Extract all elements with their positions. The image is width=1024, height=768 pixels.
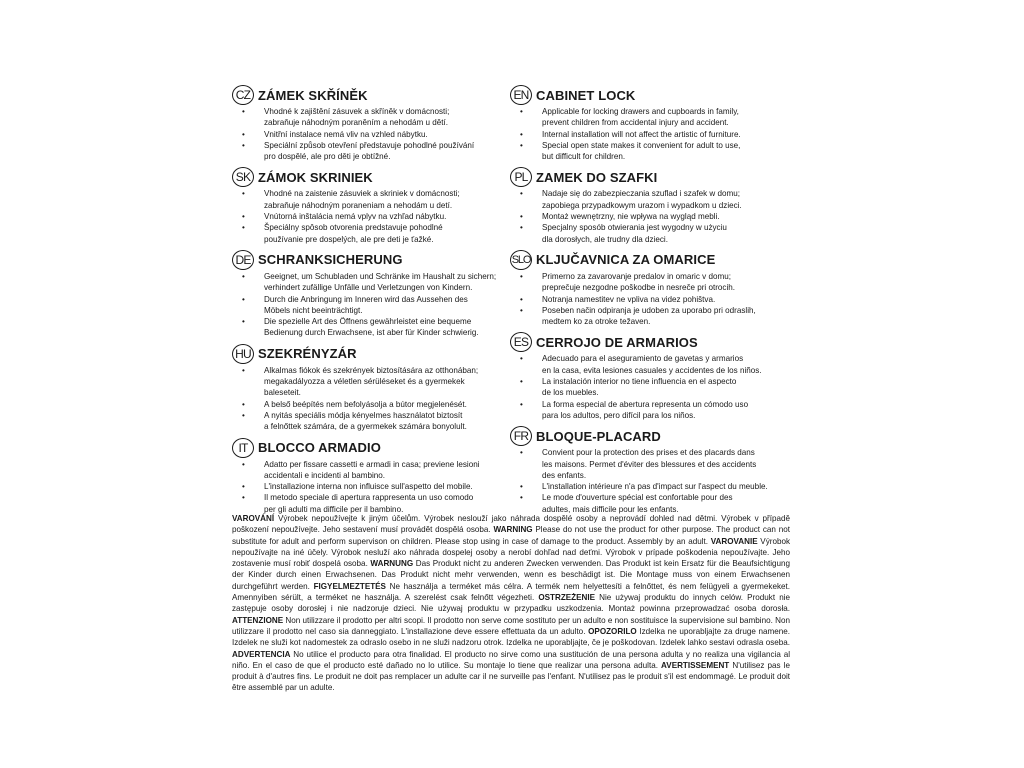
section-cz	[232, 84, 522, 162]
feature-item	[510, 271, 800, 294]
bullet-icon: •	[520, 448, 523, 458]
language-code-badge: FR	[510, 426, 532, 446]
feature-item	[232, 129, 522, 140]
bullet-icon: •	[242, 189, 245, 199]
feature-item	[510, 140, 800, 163]
feature-item	[510, 222, 800, 245]
section-header	[510, 425, 800, 447]
feature-item	[232, 211, 522, 222]
feature-list	[510, 271, 800, 327]
section-title: BLOQUE-PLACARD	[536, 428, 661, 444]
feature-item	[232, 222, 522, 245]
section-it	[232, 437, 522, 515]
section-en	[510, 84, 800, 162]
bullet-icon: •	[520, 189, 523, 199]
section-de	[232, 249, 522, 339]
language-code-badge: SK	[232, 167, 254, 187]
feature-item	[232, 365, 522, 399]
section-header	[510, 166, 800, 188]
section-hu	[232, 343, 522, 433]
feature-text: Nadaje się do zabezpieczania szuflad i szafek w domu; zapobiega przypadkowym urazom i wypadkom u dzieci.	[542, 189, 742, 210]
language-code-badge: IT	[232, 438, 254, 458]
feature-text: Geeignet, um Schubladen und Schränke im Haushalt zu sichern; verhindert zufällige Unfälle und Verletzungen von Kindern.	[264, 271, 497, 293]
bullet-icon: •	[520, 354, 523, 364]
warning-text: N'utilisez pas le produit à d'autres fins. Le produit ne doit pas remplacer un adulte car il ne surveille pas l'enfant. N'utilisez pas le produit s'il est endommagé. Le produit doit être assemblé par un adulte.	[232, 660, 790, 693]
feature-text: Vnútorná inštalácia nemá vplyv na vzhľad nábytku.	[264, 212, 447, 222]
feature-list	[510, 106, 800, 162]
feature-text: Le mode d'ouverture spécial est confortable pour des adultes, mais difficile pour les enfants.	[542, 493, 733, 514]
section-header	[232, 437, 522, 459]
feature-list	[510, 447, 800, 515]
bullet-icon: •	[242, 129, 245, 139]
warnings-paragraph	[232, 513, 790, 694]
bullet-icon: •	[242, 317, 245, 327]
feature-item	[510, 294, 800, 305]
language-code-badge: HU	[232, 344, 254, 364]
warning-text: Výrobok nepoužívajte na iné účely. Výrobok nesluží ako náhrada dospelej osoby a nerobí dohľad nad deťmi. Výrobok v prípade poškodenia nepoužívajte. Jeho zostavenie musí robiť dospelá osoba.	[232, 536, 790, 569]
section-title: BLOCCO ARMADIO	[258, 440, 381, 456]
feature-text: Il metodo speciale di apertura rappresenta un uso comodo per gli adulti ma difficile per il bambino.	[264, 493, 474, 514]
warning-label: VAROVÁNÍ	[232, 514, 275, 523]
bullet-icon: •	[520, 107, 523, 116]
warning-label: OSTRZEŻENIE	[538, 593, 596, 603]
feature-item	[232, 106, 522, 129]
feature-list	[510, 353, 800, 421]
bullet-icon: •	[520, 223, 523, 233]
language-code-badge: DE	[232, 250, 254, 270]
warning-text: Ne használja a terméket más célra. A termék nem helyettesíti a felnőttet, és nem felügyeli a gyermekeket. Amennyiben sérült, a terméket ne használja. A szerelést csak felnőtt végezheti.	[232, 581, 790, 603]
feature-item	[232, 188, 522, 211]
feature-text: Montaż wewnętrzny, nie wpływa na wygląd mebli.	[542, 212, 720, 222]
warning-label: ATTENZIONE	[232, 615, 284, 625]
feature-text: La forma especial de abertura representa un cómodo uso para los adultos, pero difícil para los niños.	[542, 399, 749, 420]
bullet-icon: •	[520, 271, 523, 281]
bullet-icon: •	[520, 305, 523, 315]
language-code-badge: EN	[510, 85, 532, 105]
left-column	[232, 84, 522, 519]
feature-item	[510, 376, 800, 399]
section-slo	[510, 249, 800, 327]
bullet-icon: •	[242, 212, 245, 222]
language-code-badge: PL	[510, 167, 532, 187]
bullet-icon: •	[242, 271, 245, 281]
section-header	[232, 84, 522, 106]
language-code-badge: ES	[510, 332, 532, 352]
bullet-icon: •	[242, 140, 245, 150]
bullet-icon: •	[242, 482, 245, 492]
bullet-icon: •	[520, 493, 523, 503]
section-title: SZEKRÉNYZÁR	[258, 346, 357, 362]
feature-item	[232, 316, 522, 339]
feature-item	[510, 211, 800, 222]
warning-label: OPOZORILO	[588, 626, 637, 636]
feature-text: Convient pour la protection des prises et des placards dans les maisons. Permet d'éviter des blessures et des accidents des enfants.	[542, 448, 757, 480]
warning-text: Please do not use the product for other purpose. The product can not substitute for adult and perform supervison on children. Please stop using in case of damage to the product. Assembly by an adult.	[232, 525, 790, 546]
section-es	[510, 331, 800, 421]
feature-list	[510, 188, 800, 244]
bullet-icon: •	[520, 482, 523, 492]
feature-text: Die spezielle Art des Öffnens gewährleistet eine bequeme Bedienung durch Erwachsene, ist aber für Kinder schwierig.	[264, 317, 479, 338]
feature-list	[232, 271, 522, 339]
section-header	[232, 249, 522, 271]
feature-list	[232, 365, 522, 433]
feature-item	[510, 481, 800, 492]
language-code-badge: SLO	[510, 250, 532, 270]
warning-text: Izdelka ne uporabljajte za druge namene. Izdelek ne služi kot nadomestek za odraslo osebo in ne služi nadzoru otrok. Izdelka ne uporabljajte, če je poškodovan. Izdelek lahko sestavi odrasla oseba.	[232, 626, 790, 648]
feature-text: Alkalmas fiókok és szekrények biztosítására az otthonában; megakadályozza a véletlen sérüléseket és a gyermekek baleseteit.	[264, 365, 479, 398]
feature-text: Specjalny sposób otwierania jest wygodny w użyciu dla dorosłych, ale trudny dla dzieci.	[542, 223, 727, 244]
section-header	[510, 249, 800, 271]
section-title: ZAMEK DO SZAFKI	[536, 169, 658, 185]
feature-item	[510, 129, 800, 140]
section-title: KLJUČAVNICA ZA OMARICE	[536, 252, 716, 268]
feature-text: L'installazione interna non influisce sull'aspetto del mobile.	[264, 482, 473, 492]
feature-item	[232, 399, 522, 410]
section-sk	[232, 166, 522, 244]
feature-item	[510, 353, 800, 376]
feature-item	[510, 188, 800, 211]
feature-item	[232, 459, 522, 482]
section-header	[232, 343, 522, 365]
feature-text: Adatto per fissare cassetti e armadi in casa; previene lesioni accidentali e incidenti al bambino.	[264, 459, 480, 480]
bullet-icon: •	[520, 129, 523, 139]
feature-text: Špeciálny spôsob otvorenia predstavuje pohodlné používanie pre dospelých, ale pre deti je ťažké.	[264, 223, 443, 244]
feature-item	[232, 481, 522, 492]
section-fr	[510, 425, 800, 515]
bullet-icon: •	[520, 399, 523, 409]
section-header	[510, 84, 800, 106]
warning-text: Výrobek nepoužívejte k jiným účelům. Výrobek neslouží jako náhrada dospělé osoby a neprovádí dohled nad dětmi. Výrobek v případě poškození nepoužívejte. Jeho sestavení musí provádět dospělá osoba.	[232, 514, 790, 535]
warning-label: WARNING	[493, 525, 533, 535]
feature-text: Vhodné na zaistenie zásuviek a skriniek v domácnosti; zabraňuje náhodným poraneniam a nehodám u detí.	[264, 189, 460, 210]
feature-text: Poseben način odpiranja je udoben za uporabo pri odraslih, medtem ko za otroke težaven.	[542, 305, 756, 327]
feature-item	[232, 271, 522, 294]
feature-list	[232, 106, 522, 162]
section-header	[232, 166, 522, 188]
feature-text: La instalación interior no tiene influencia en el aspecto de los muebles.	[542, 377, 737, 398]
feature-text: Durch die Anbringung im Inneren wird das Aussehen des Möbels nicht beeinträchtigt.	[264, 294, 468, 315]
section-title: ZÁMEK SKŘÍNĚK	[258, 87, 368, 103]
feature-text: Speciální způsob otevření představuje pohodlné používání pro dospělé, ale pro děti je obtížné.	[264, 140, 475, 162]
bullet-icon: •	[520, 140, 523, 150]
feature-text: L'installation intérieure n'a pas d'impact sur l'aspect du meuble.	[542, 482, 768, 492]
section-title: CABINET LOCK	[536, 87, 636, 103]
feature-item	[510, 106, 800, 129]
section-title: CERROJO DE ARMARIOS	[536, 334, 698, 350]
feature-text: Vhodné k zajištění zásuvek a skříněk v domácnosti; zabraňuje náhodným poraněním a nehodám u dětí.	[264, 107, 450, 128]
warning-label: VAROVANIE	[710, 536, 758, 546]
feature-item	[510, 492, 800, 515]
bullet-icon: •	[242, 459, 245, 469]
warning-label: AVERTISSEMENT	[661, 660, 730, 670]
feature-item	[510, 399, 800, 422]
feature-text: Adecuado para el aseguramiento de gavetas y armarios en la casa, evita lesiones casuales y accidentes de los niños.	[542, 354, 762, 375]
feature-list	[232, 188, 522, 244]
section-title: SCHRANKSICHERUNG	[258, 252, 403, 268]
warning-text: Das Produkt nicht zu anderen Zwecken verwenden. Das Produkt ist kein Ersatz für die Beaufsichtigung der Kinder durch einen Erwachsenen. Das Produkt nicht mehr verwenden, wenn es beschädigt ist. Die Montage muss von einem Erwachsenen durchgeführt werden.	[232, 559, 790, 591]
feature-item	[232, 140, 522, 163]
feature-text: A nyitás speciális módja kényelmes használatot biztosít a felnőttek számára, de a gyermekek számára bonyolult.	[264, 410, 467, 432]
bullet-icon: •	[242, 294, 245, 304]
warning-text: Nie używaj produktu do innych celów. Produkt nie zastępuje osoby dorosłej i nie nadzoruje dzieci. Nie używaj produktu w przypadku uszkodzenia. Montaż powinna przeprowadzać osoba dorosła.	[232, 593, 790, 614]
feature-text: Special open state makes it convenient for adult to use, but difficult for children.	[542, 140, 741, 162]
warning-label: WARNUNG	[370, 559, 414, 569]
bullet-icon: •	[242, 365, 245, 375]
feature-item	[510, 305, 800, 328]
bullet-icon: •	[242, 107, 245, 116]
feature-text: Primerno za zavarovanje predalov in omaric v domu; preprečuje nezgodne poškodbe in nesreče pri otrocih.	[542, 271, 736, 293]
language-code-badge: CZ	[232, 85, 254, 105]
bullet-icon: •	[520, 212, 523, 222]
warning-label: FIGYELMEZTETÉS	[313, 581, 386, 591]
bullet-icon: •	[520, 294, 523, 304]
warning-text: Non utilizzare il prodotto per altri scopi. Il prodotto non serve come sostituto per un adulto e non sostituisce la supervisione sul bambino. Non utilizzare il prodotto nel caso sia danneggiato. L'installazione deve essere effettuata da un adulto.	[232, 615, 790, 636]
bullet-icon: •	[242, 410, 245, 420]
feature-text: Applicable for locking drawers and cupboards in family, prevent children from accidental injury and accident.	[542, 107, 739, 128]
feature-text: A belső beépítés nem befolyásolja a bútor megjelenését.	[264, 399, 467, 409]
bullet-icon: •	[242, 493, 245, 503]
warning-text: No utilice el producto para otra finalidad. El producto no sirve como una sustitución de una persona adulta y no realiza una vigilancia al niño. En el caso de que el producto esté dañado no lo utilice. Su montaje lo tiene que realizar una persona adulta.	[232, 649, 790, 670]
section-title: ZÁMOK SKRINIEK	[258, 169, 373, 185]
bullet-icon: •	[520, 377, 523, 387]
bullet-icon: •	[242, 223, 245, 233]
feature-text: Notranja namestitev ne vpliva na videz pohištva.	[542, 294, 716, 304]
section-pl	[510, 166, 800, 244]
feature-item	[232, 410, 522, 433]
section-header	[510, 331, 800, 353]
feature-item	[510, 447, 800, 481]
feature-list	[232, 459, 522, 515]
bullet-icon: •	[242, 399, 245, 409]
right-column	[510, 84, 800, 519]
feature-item	[232, 294, 522, 317]
feature-text: Vnitřní instalace nemá vliv na vzhled nábytku.	[264, 129, 428, 139]
warning-label: ADVERTENCIA	[232, 649, 291, 659]
feature-item	[232, 492, 522, 515]
feature-text: Internal installation will not affect the artistic of furniture.	[542, 129, 741, 139]
